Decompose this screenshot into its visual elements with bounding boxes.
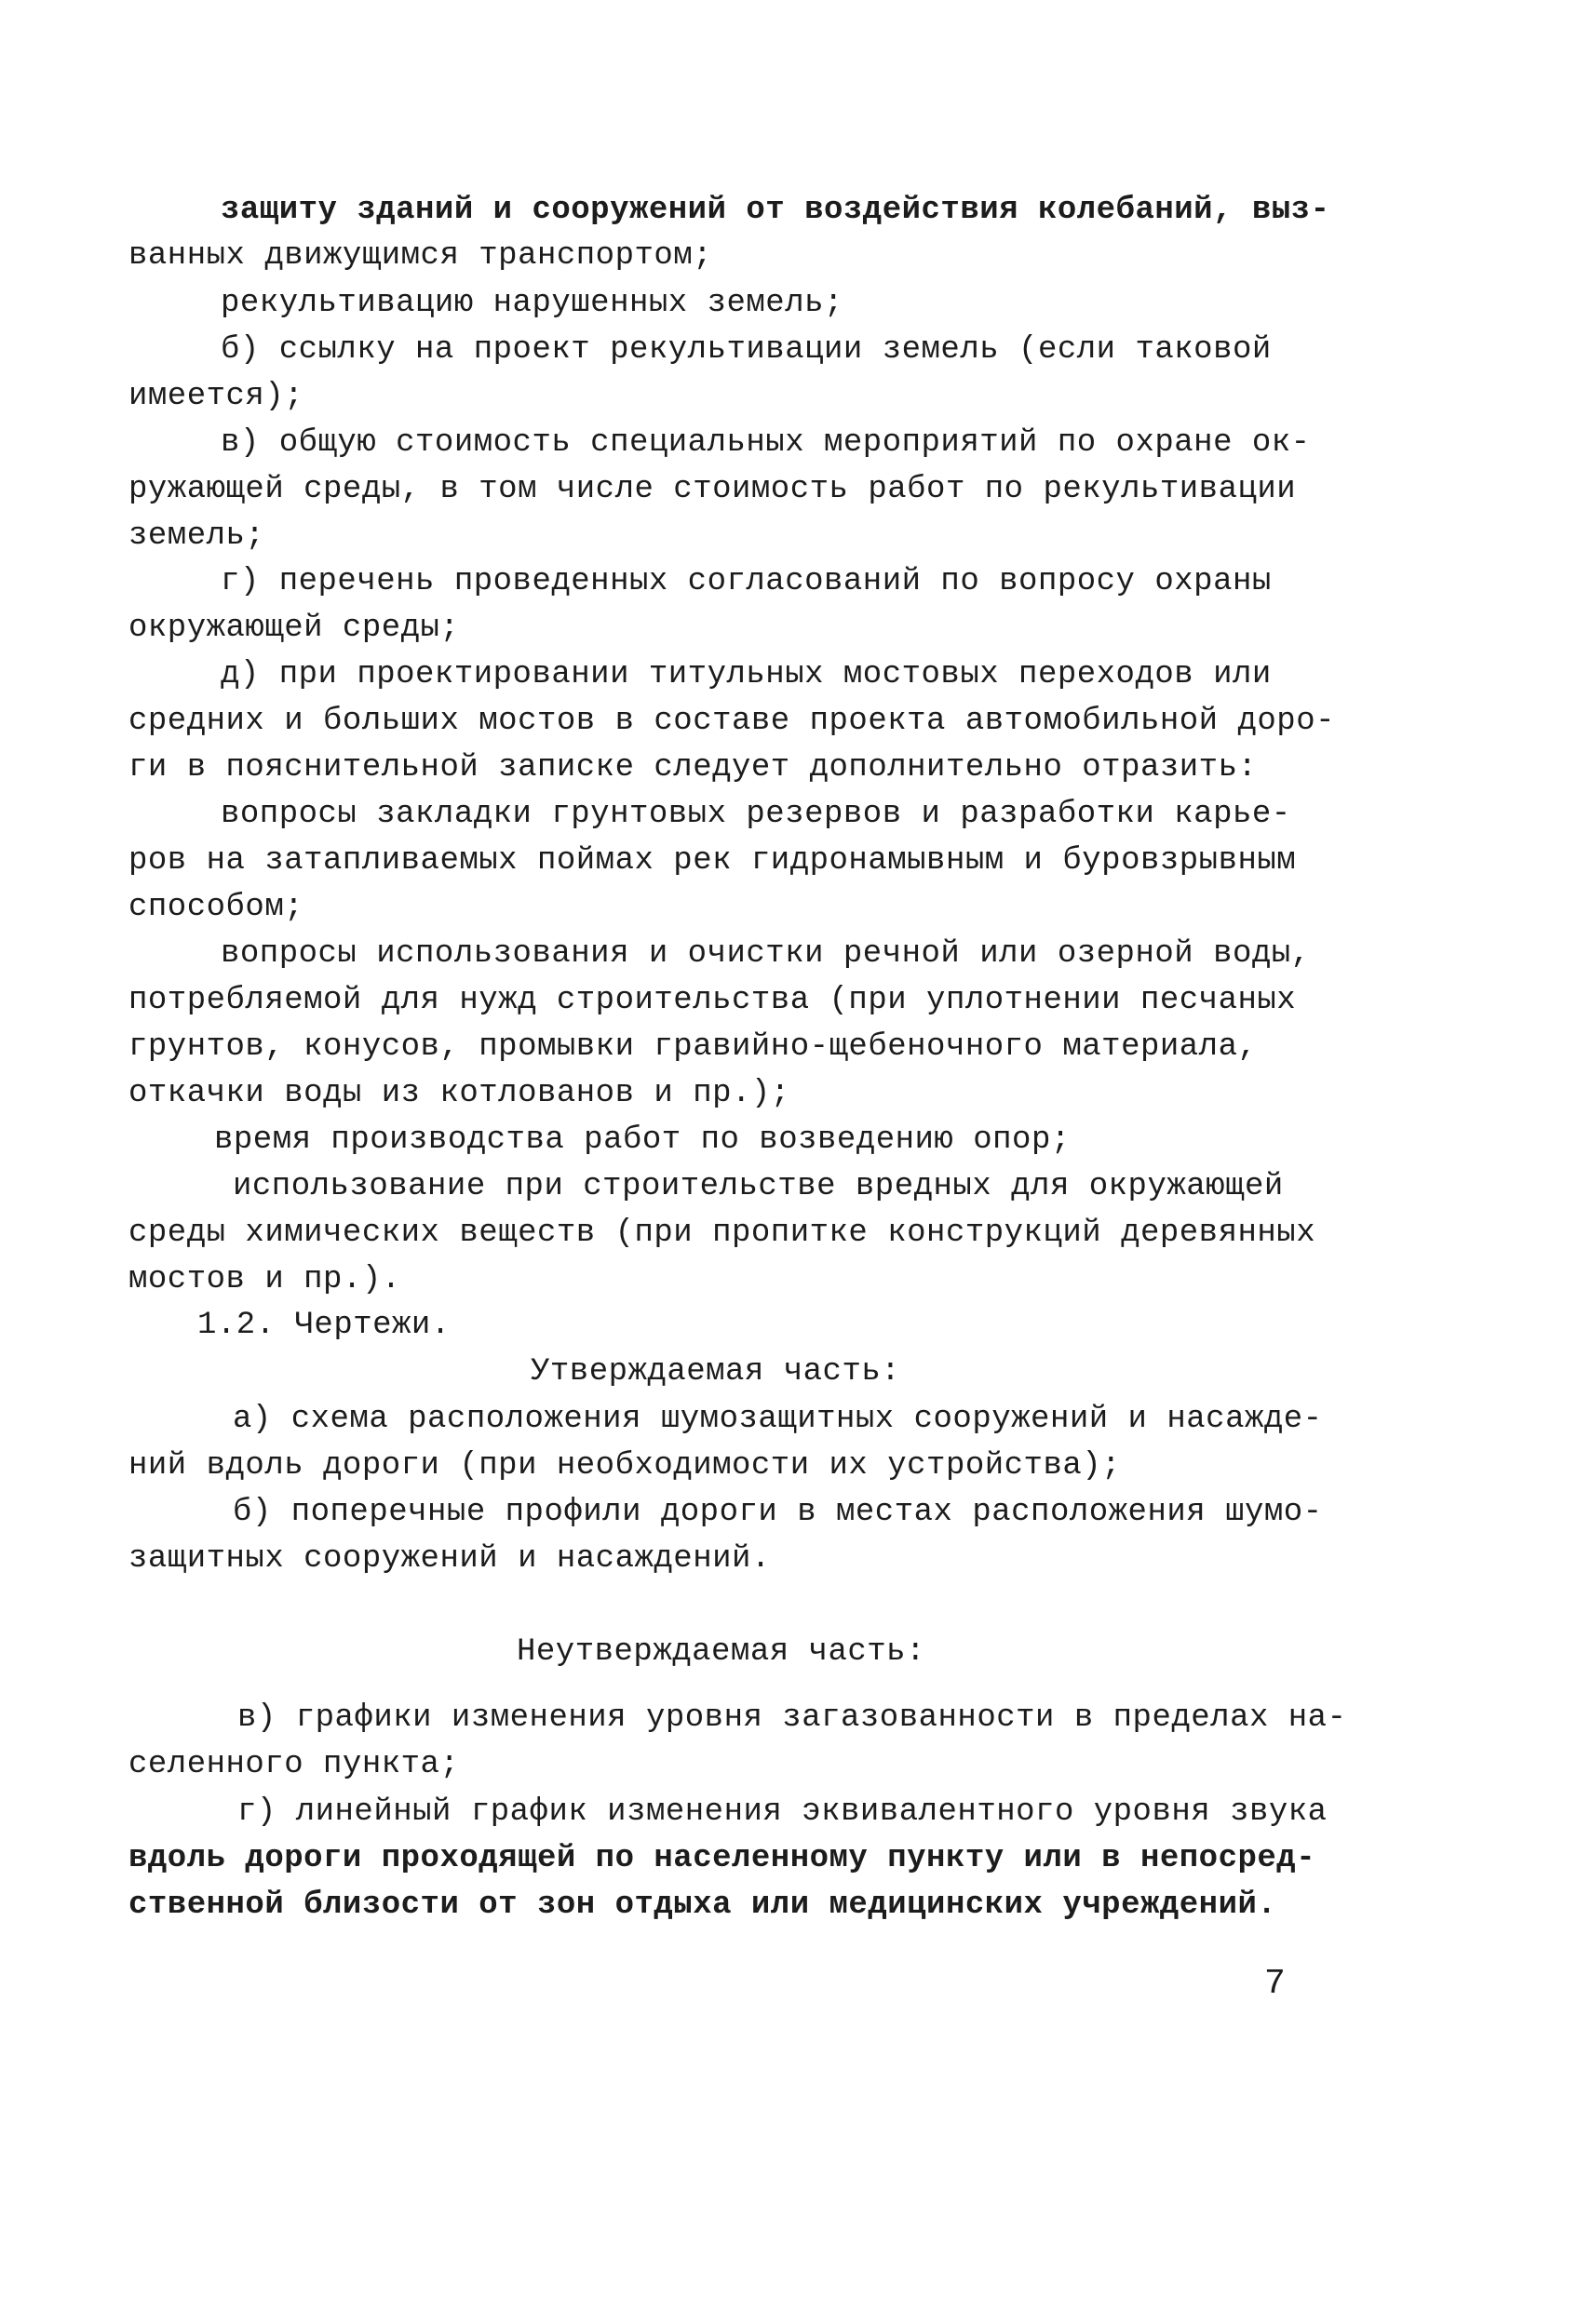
text-line: имеется); [128,379,304,414]
text-line: б) поперечные профили дороги в местах расположения шумо- [233,1495,1323,1530]
text-line: защиту зданий и сооружений от воздействия колебаний, выз- [221,193,1330,228]
text-line: откачки воды из котлованов и пр.); [128,1076,790,1111]
text-line: в) графики изменения уровня загазованности в пределах на- [237,1700,1347,1736]
text-line: б) ссылку на проект рекультивации земель (если таковой [221,332,1272,368]
text-line: рекультивацию нарушенных земель; [221,286,843,321]
text-line: ний вдоль дороги (при необходимости их устройства); [128,1448,1122,1484]
page-number: 7 [1264,1964,1286,2004]
text-line: земель; [128,518,265,554]
text-line: в) общую стоимость специальных мероприятий по охране ок- [221,425,1311,461]
text-line: потребляемой для нужд строительства (при уплотнении песчаных [128,983,1297,1018]
text-line: средних и больших мостов в составе проекта автомобильной доро- [128,704,1336,739]
text-line: ванных движущимся транспортом; [128,238,713,274]
text-line: ственной близости от зон отдыха или медицинских учреждений. [128,1887,1277,1923]
text-line: использование при строительстве вредных для окружающей [233,1169,1284,1204]
text-line: ги в пояснительной записке следует дополнительно отразить: [128,750,1258,786]
subsection-heading: Неутверждаемая часть: [517,1634,925,1670]
subsection-heading: Утверждаемая часть: [531,1354,901,1390]
text-line: а) схема расположения шумозащитных сооружений и насажде- [233,1402,1323,1437]
text-line: ружающей среды, в том числе стоимость работ по рекультивации [128,472,1297,507]
text-line: окружающей среды; [128,611,460,646]
text-line: грунтов, конусов, промывки гравийно-щебеночного материала, [128,1029,1258,1065]
text-line: вдоль дороги проходящей по населенному пункту или в непосред- [128,1841,1316,1876]
text-line: среды химических веществ (при пропитке конструкций деревянных [128,1216,1316,1251]
text-line: д) при проектировании титульных мостовых переходов или [221,657,1272,692]
text-line: время производства работ по возведению опор; [214,1122,1071,1158]
text-line: ров на затапливаемых поймах рек гидронамывным и буровзрывным [128,843,1297,879]
text-line: г) линейный график изменения эквивалентного уровня звука [237,1794,1328,1830]
text-line: г) перечень проведенных согласований по вопросу охраны [221,564,1272,599]
text-line: селенного пункта; [128,1747,460,1782]
text-line: способом; [128,890,304,925]
text-line: вопросы закладки грунтовых резервов и разработки карье- [221,797,1291,832]
text-line: мостов и пр.). [128,1262,401,1297]
text-line: вопросы использования и очистки речной или озерной воды, [221,936,1311,972]
text-line: защитных сооружений и насаждений. [128,1541,771,1577]
section-heading: 1.2. Чертежи. [197,1308,451,1343]
